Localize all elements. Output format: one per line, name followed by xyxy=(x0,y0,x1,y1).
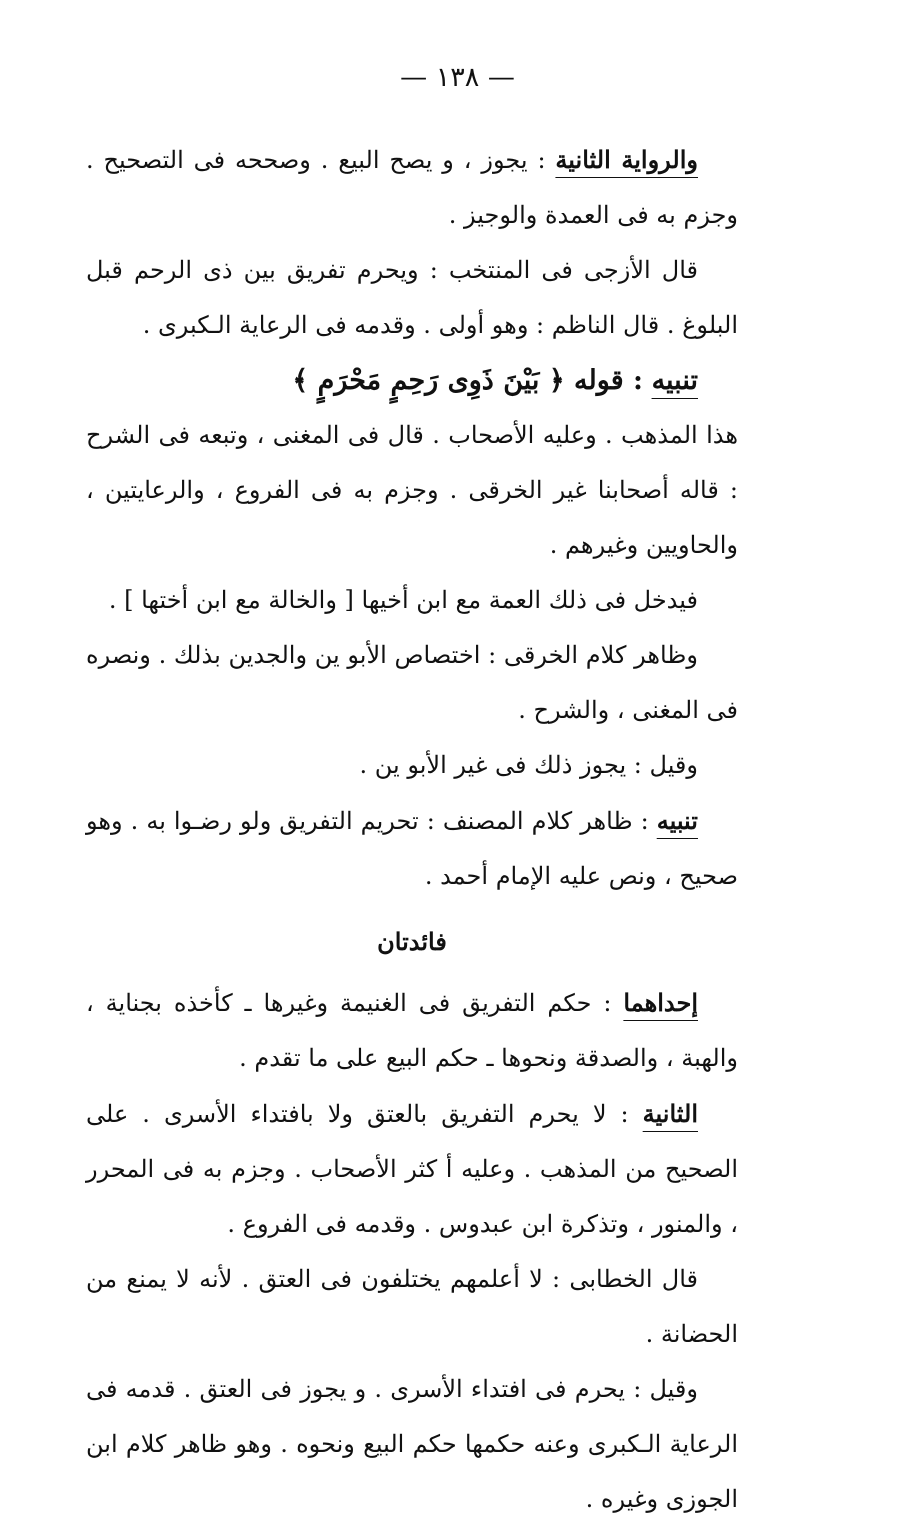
page-number: — ١٣٨ — xyxy=(400,62,515,93)
paragraph-qil xyxy=(86,738,738,793)
paragraph-madhhab xyxy=(86,408,738,573)
paragraph-note-author xyxy=(86,793,738,904)
paragraph-text: : لا يحرم التفريق بالعتق ولا بافتداء الأسرى . على الصحيح من المذهب . وعليه أ كثر الأصحاب . وجزم به فى المحرر ، والمنور ، وتذكرة ابن عبدوس . وقدمه فى الفروع . xyxy=(86,1100,738,1238)
paragraph-text: قال الأزجى فى المنتخب : ويحرم تفريق بين ذى الرحم قبل البلوغ . قال الناظم : وهو أولى . وقدمه فى الرعاية الـكبرى . xyxy=(86,256,738,339)
paragraph-second-narration xyxy=(86,132,738,243)
paragraph-text: : ظاهر كلام المصنف : تحريم التفريق ولو رضـوا به . وهو صحيح ، ونص عليه الإمام أحمد . xyxy=(86,807,738,890)
paragraph-lead: إحداهما xyxy=(623,988,698,1017)
paragraph-ransom xyxy=(86,1362,738,1527)
paragraph-khattabi xyxy=(86,1252,738,1362)
paragraph-kharaqi xyxy=(86,628,738,738)
paragraph-note-heading xyxy=(86,353,738,408)
paragraph-lead: تنبيه xyxy=(656,806,698,835)
paragraph-lead: والرواية الثانية xyxy=(555,145,698,174)
paragraph-first-benefit xyxy=(86,975,738,1086)
paragraph-lead: تنبيه xyxy=(651,365,698,396)
paragraph-text: هذا المذهب . وعليه الأصحاب . قال فى المغنى ، وتبعه فى الشرح : قاله أصحابنا غير الخرقى . وجزم به فى الفروع ، والرعايتين ، والحاويين وغيرهم . xyxy=(86,421,738,559)
paragraph-text: قال الخطابى : لا أعلمهم يختلفون فى العتق . لأنه لا يمنع من الحضانة . xyxy=(86,1265,738,1348)
document-body xyxy=(86,132,738,1527)
paragraph-text: : حكم التفريق فى الغنيمة وغيرها ـ كأخذه بجناية ، والهبة ، والصدقة ونحوها ـ حكم البيع على ما تقدم . xyxy=(86,989,738,1072)
paragraph-text: وظاهر كلام الخرقى : اختصاص الأبو ين والجدين بذلك . ونصره فى المغنى ، والشرح . xyxy=(86,641,738,724)
section-title: فائدتان xyxy=(377,927,447,956)
paragraph-text: وقيل : يحرم فى افتداء الأسرى . و يجوز فى العتق . قدمه فى الرعاية الـكبرى وعنه حكمها حكم البيع ونحوه . وهو ظاهر كلام ابن الجوزى وغيره . xyxy=(86,1375,738,1513)
paragraph-text: وقيل : يجوز ذلك فى غير الأبو ين . xyxy=(359,751,698,779)
paragraph-lead: الثانية xyxy=(642,1099,698,1128)
quranic-quote: : قوله ﴿ بَيْنَ ذَوِى رَحِمٍ مَحْرَمٍ ﴾ xyxy=(292,365,643,396)
paragraph-azaji xyxy=(86,243,738,353)
paragraph-second-benefit xyxy=(86,1086,738,1252)
paragraph-text: فيدخل فى ذلك العمة مع ابن أخيها [ والخالة مع ابن أختها ] . xyxy=(108,586,698,614)
paragraph-aunt xyxy=(86,573,738,628)
paragraph-text: : يجوز ، و يصح البيع . وصححه فى التصحيح . وجزم به فى العمدة والوجيز . xyxy=(86,146,738,229)
